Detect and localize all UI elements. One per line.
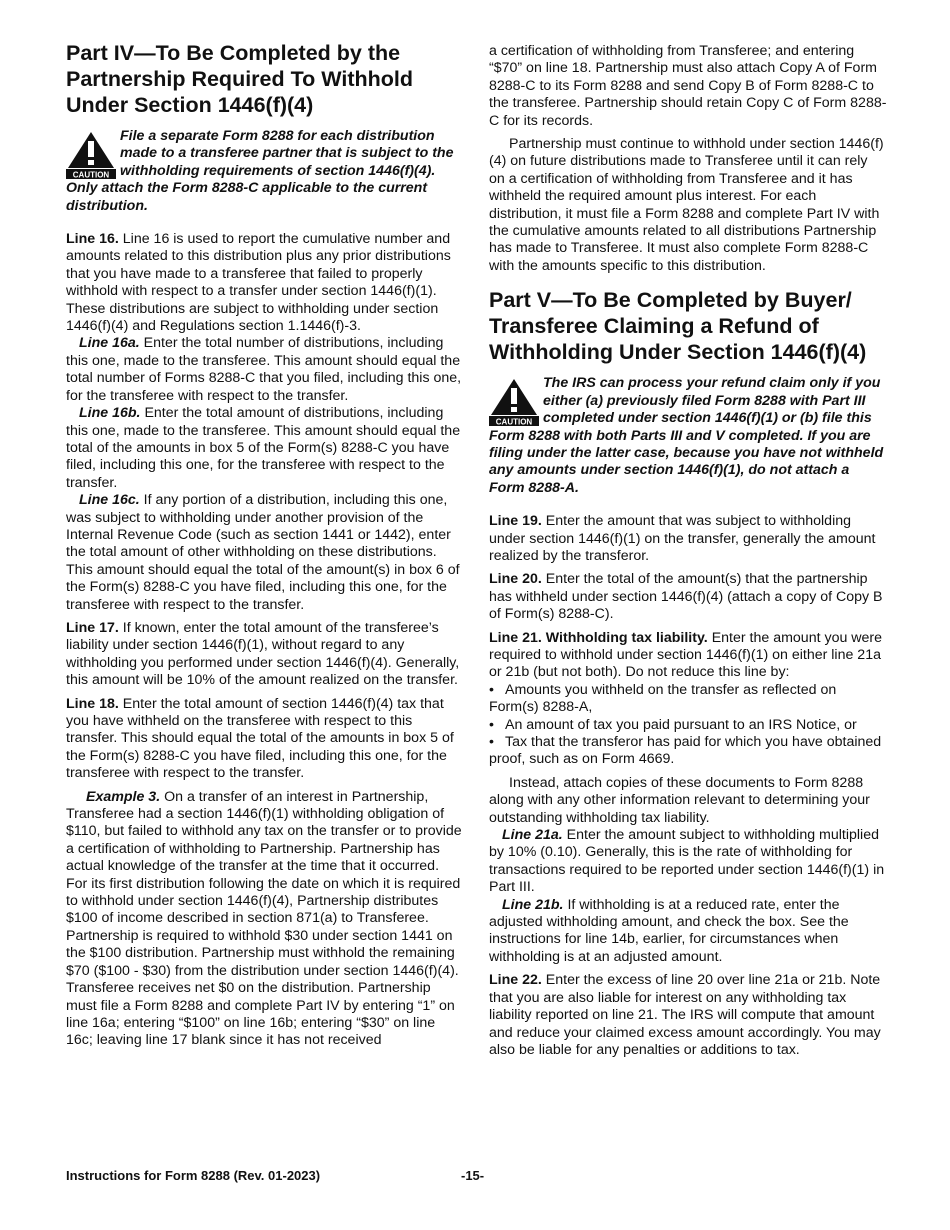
line-21a-text: Enter the amount subject to withholding multiplied by 10% (0.10). Generally, this is the rate of withholding for transactions required to be reported under section 1446(f)(1) in Part III. (489, 827, 885, 896)
line-16a-text: Enter the total number of distributions, including this one, made to the transferee. This amount should equal the total number of Forms 8288-C that you filed, including this one, for the transferee with respect to the transfer. (66, 335, 462, 404)
bullet-dot: • (489, 681, 494, 698)
line-20-label: Line 20. (489, 571, 542, 588)
line-21b-paragraph (489, 897, 887, 967)
line-16b-label: Line 16b. (79, 405, 141, 422)
bullet-text: Tax that the transferor has paid for which you have obtained proof, such as on Form 4669. (489, 734, 882, 768)
example-3-text: On a transfer of an interest in Partnership, Transferee had a section 1446(f)(1) withholding obligation of $110, but failed to withhold any tax on the transfer or to provide a certification of withholding to Partnership. Partnership has actual knowledge of the transfer at the time that it occurred. For its first distribution following the date on which it is required to withhold under section 1446(f)(4), Partnership distributes $100 of income described in section 871(a) to Transferee. Partnership is required to withhold $30 under section 1441 on the $100 distribution. Partnership must withhold the remaining $70 ($100 - $30) from the distribution under section 1446(f)(4). Transferee receives net $0 on the distribution. Partnership must file a Form 8288 and complete Part IV by entering “1” on line 16a; entering “$100” on line 16b; entering “$30” on line 16c; leaving line 17 blank since it has not received (66, 788, 462, 1049)
line-18-paragraph (66, 696, 464, 783)
line-16c-paragraph (66, 492, 464, 614)
instead-paragraph: Instead, attach copies of these documents to Form 8288 along with any other information relevant to determining your outstanding withholding tax liability. (489, 774, 870, 826)
part-v-heading: Part V—To Be Completed by Buyer/ Transferee Claiming a Refund of Withholding Under Section 1446(f)(4) (489, 288, 867, 365)
example-3-label: Example 3. (86, 788, 161, 805)
line-21a-paragraph (489, 827, 887, 897)
line-16-paragraph (66, 231, 464, 335)
line-16b-paragraph (66, 405, 464, 492)
line-18-label: Line 18. (66, 695, 119, 712)
line-16-text: Line 16 is used to report the cumulative number and amounts related to this distribution plus any prior distributions that you have made to a transferee that failed to properly withhold with respect to a transfer under section 1446(f)(1). These distributions are subject to withholding under section 1446(f)(4) and Regulations section 1.1446(f)-3. (66, 231, 451, 335)
page-footer (66, 1168, 886, 1183)
line-21a-label: Line 21a. (502, 827, 563, 844)
line-16a-label: Line 16a. (79, 335, 140, 352)
line-22-text: Enter the excess of line 20 over line 21a or 21b. Note that you are also liable for interest on any withholding tax liability reported on line 21. The IRS will compute that amount and reduce your claimed excess amount accordingly. You may also be liable for any penalties or additions to tax. (489, 972, 881, 1058)
caution-block (66, 128, 464, 215)
line-21-paragraph (489, 630, 887, 682)
line-21-text: Enter the amount you were required to withhold under section 1446(f)(1) on either line 21a or 21b (but not both). Do not reduce this line by: (489, 629, 883, 681)
caution-icon (66, 131, 116, 179)
caution-icon (489, 378, 539, 426)
svg-text:CAUTION: CAUTION (495, 417, 533, 427)
line-21b-text: If withholding is at a reduced rate, enter the adjusted withholding amount, and check the box. See the instructions for line 14b, earlier, for circumstances when withholding is at an adjusted amount. (489, 896, 849, 965)
bullet-item (489, 734, 887, 769)
bullet-text: An amount of tax you paid pursuant to an IRS Notice, or (505, 716, 857, 733)
line-16c-text: If any portion of a distribution, including this one, was subject to withholding under another provision of the Internal Revenue Code (such as section 1441 or 1442), enter the total amount of other withholding on these distributions. This amount should equal the total of the amount(s) in box 6 of the Form(s) 8288-C you have filed, including this one, for the transferee with respect to the transfer. (66, 492, 460, 613)
caution-block-2 (489, 375, 887, 497)
bullet-dot: • (489, 734, 494, 750)
caution-text-2: The IRS can process your refund claim only if you either (a) previously filed Form 8288 with Part III completed under section 1446(f)(1) or (b) file this Form 8288 with both Parts III and V completed. If you are filing under the latter case, because you have not withheld any amounts under section 1446(f)(1), do not attach a Form 8288-A. (489, 375, 884, 496)
bullet-item (489, 682, 887, 717)
line-18-text: Enter the total amount of section 1446(f)(4) tax that you have withheld on the transferee with respect to this transfer. This should equal the total of the amounts in box 5 of the Form(s) 8288-C you have filed, including this one, for the transferee with respect to the transfer. (66, 695, 454, 782)
line-20-text: Enter the total of the amount(s) that the partnership has withheld under section 1446(f)(4) (attach a copy of Copy B of Form(s) 8288-C). (489, 571, 883, 623)
line-17-label: Line 17. (66, 619, 119, 636)
line-19-label: Line 19. (489, 513, 542, 530)
part-iv-heading: Part IV—To Be Completed by the Partnership Required To Withhold Under Section 1446(f)(4) (66, 41, 413, 117)
line-20-paragraph (489, 571, 887, 623)
bullet-text: Amounts you withheld on the transfer as reflected on Form(s) 8288-A, (489, 681, 837, 716)
line-16c-label: Line 16c. (79, 492, 140, 509)
line-17-paragraph (66, 620, 464, 690)
bullet-item (489, 717, 887, 734)
line-16-label: Line 16. (66, 231, 119, 248)
line-21b-label: Line 21b. (502, 896, 564, 913)
line-22-paragraph (489, 972, 887, 1059)
caution-text: File a separate Form 8288 for each distribution made to a transferee partner that is subject to the withholding requirements of section 1446(f)(4). Only attach the Form 8288-C applicable to the current distribution. (66, 128, 454, 214)
line-17-text: If known, enter the total amount of the transferee’s liability under section 1446(f)(1), without regard to any withholding you performed under section 1446(f)(4). Generally, this amount will be 10% of the amount realized on the transfer. (66, 619, 460, 689)
line-22-label: Line 22. (489, 972, 542, 989)
example-3-paragraph (66, 789, 464, 1050)
continued-paragraph: a certification of withholding from Transferee; and entering “$70” on line 18. Partnership must also attach Copy A of Form 8288-C to its Form 8288 and send Copy B of Form 8288-C to the transferee. Partnership should retain Copy C of Form 8288-C for its records. (489, 43, 887, 129)
svg-text:CAUTION: CAUTION (72, 170, 110, 179)
line-19-paragraph (489, 513, 887, 565)
page-number: -15- (461, 1168, 485, 1183)
line-16a-paragraph (66, 335, 464, 405)
footer-title: Instructions for Form 8288 (Rev. 01-2023) (66, 1168, 321, 1183)
line-21-label: Line 21. Withholding tax liability. (489, 629, 708, 646)
line-19-text: Enter the amount that was subject to withholding under section 1446(f)(1) on the transfer, generally the amount realized by the transferor. (489, 513, 876, 564)
continue-withhold-paragraph: Partnership must continue to withhold under section 1446(f)(4) on future distributions made to Transferee until it can rely on a certification of withholding from Transferee and it has withheld the required amount plus interest. For each distribution, it must file a Form 8288 and complete Part IV with the cumulative amounts related to all distributions Partnership has made to Transferee. It must also complete Form 8288-C with the amounts specific to this distribution. (489, 136, 884, 274)
left-column (66, 40, 464, 1050)
bullet-dot: • (489, 716, 494, 733)
right-column (489, 43, 887, 1059)
line-16b-text: Enter the total amount of distributions, including this one, made to the transferee. This amount should equal the total of the amounts in box 5 of the Form(s) 8288-C you have filed, including this one, for the transferee with respect to the transfer. (66, 405, 461, 491)
